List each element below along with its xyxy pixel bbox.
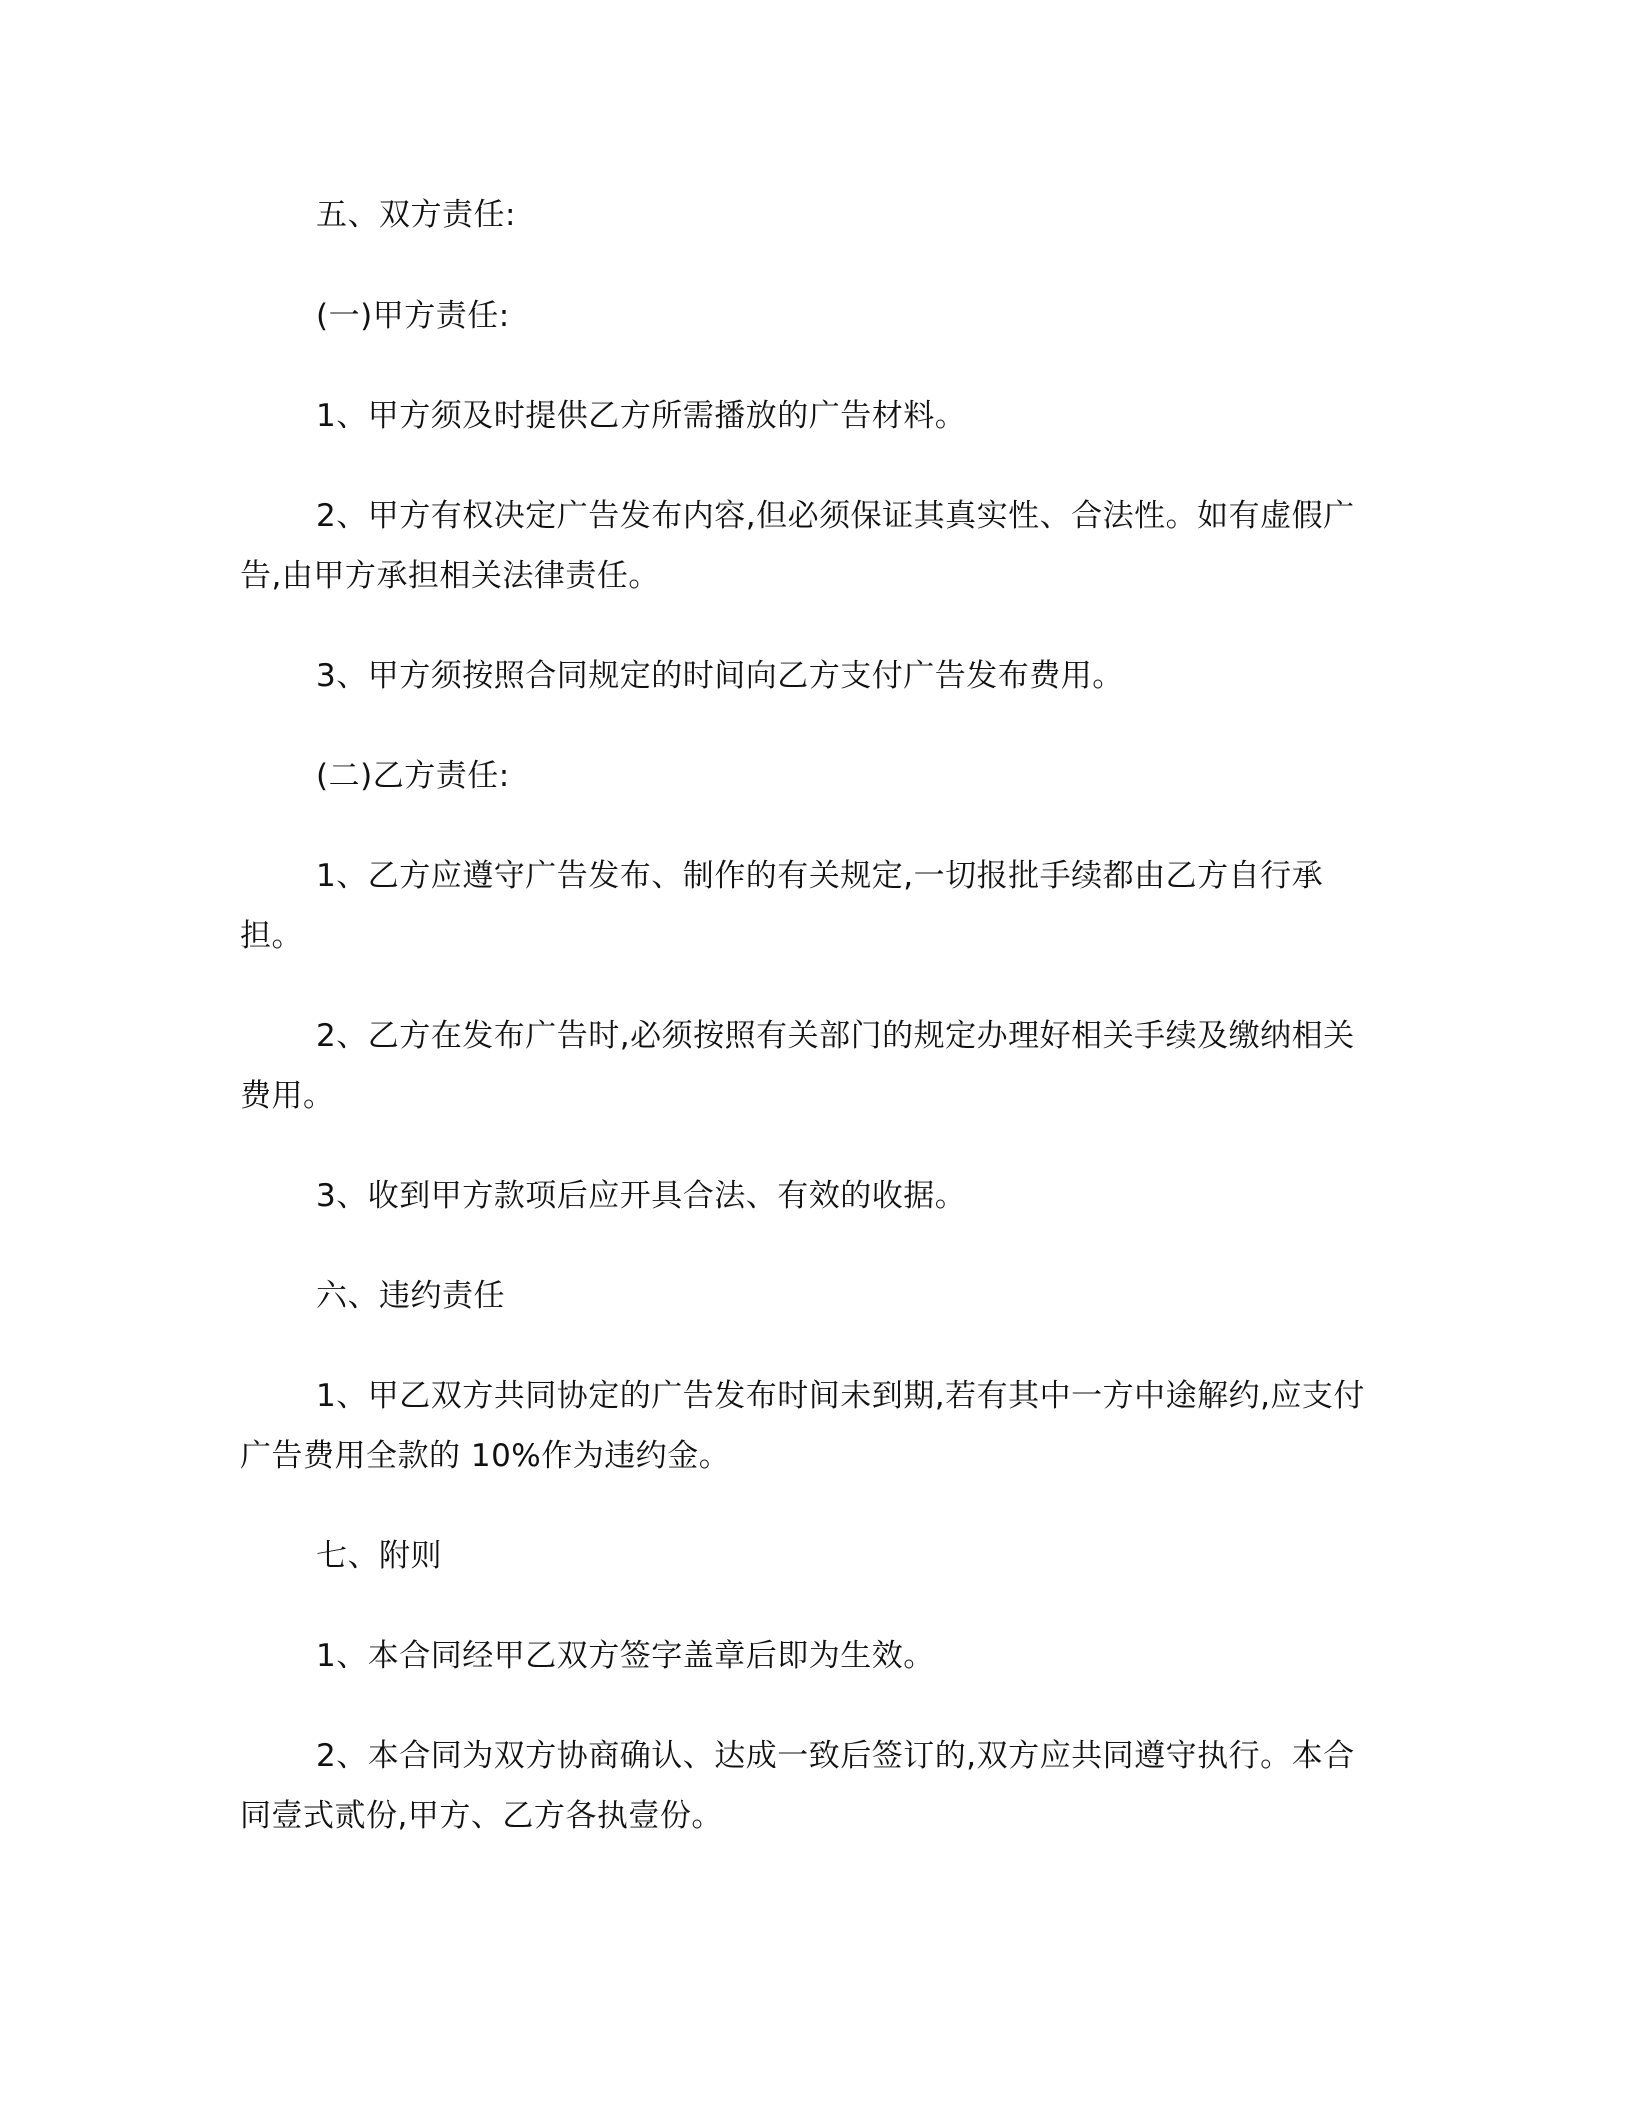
party-a-clause-2: 2、甲方有权决定广告发布内容,但必须保证其真实性、合法性。如有虚假广告,由甲方承担相关法律责任。 [240, 498, 1355, 594]
appendix-clause-2: 2、本合同为双方协商确认、达成一致后签订的,双方应共同遵守执行。本合同壹式贰份,甲方、乙方各执壹份。 [240, 1738, 1355, 1834]
party-a-clause-1: 1、甲方须及时提供乙方所需播放的广告材料。 [316, 398, 967, 434]
appendix-clause-1: 1、本合同经甲乙双方签字盖章后即为生效。 [316, 1638, 935, 1674]
section-heading-appendix: 七、附则 [316, 1538, 442, 1574]
party-b-clause-1: 1、乙方应遵守广告发布、制作的有关规定,一切报批手续都由乙方自行承担。 [240, 858, 1324, 954]
section-heading-breach: 六、违约责任 [316, 1278, 505, 1314]
subheading-party-b: (二)乙方责任: [316, 758, 510, 794]
subheading-party-a: (一)甲方责任: [316, 298, 510, 334]
party-b-clause-2: 2、乙方在发布广告时,必须按照有关部门的规定办理好相关手续及缴纳相关费用。 [240, 1018, 1355, 1114]
party-a-clause-3: 3、甲方须按照合同规定的时间向乙方支付广告发布费用。 [316, 658, 1124, 694]
breach-clause-1: 1、甲乙双方共同协定的广告发布时间未到期,若有其中一方中途解约,应支付广告费用全款的 10%作为违约金。 [240, 1378, 1365, 1474]
section-heading-responsibilities: 五、双方责任: [316, 197, 516, 233]
party-b-clause-3: 3、收到甲方款项后应开具合法、有效的收据。 [316, 1178, 967, 1214]
